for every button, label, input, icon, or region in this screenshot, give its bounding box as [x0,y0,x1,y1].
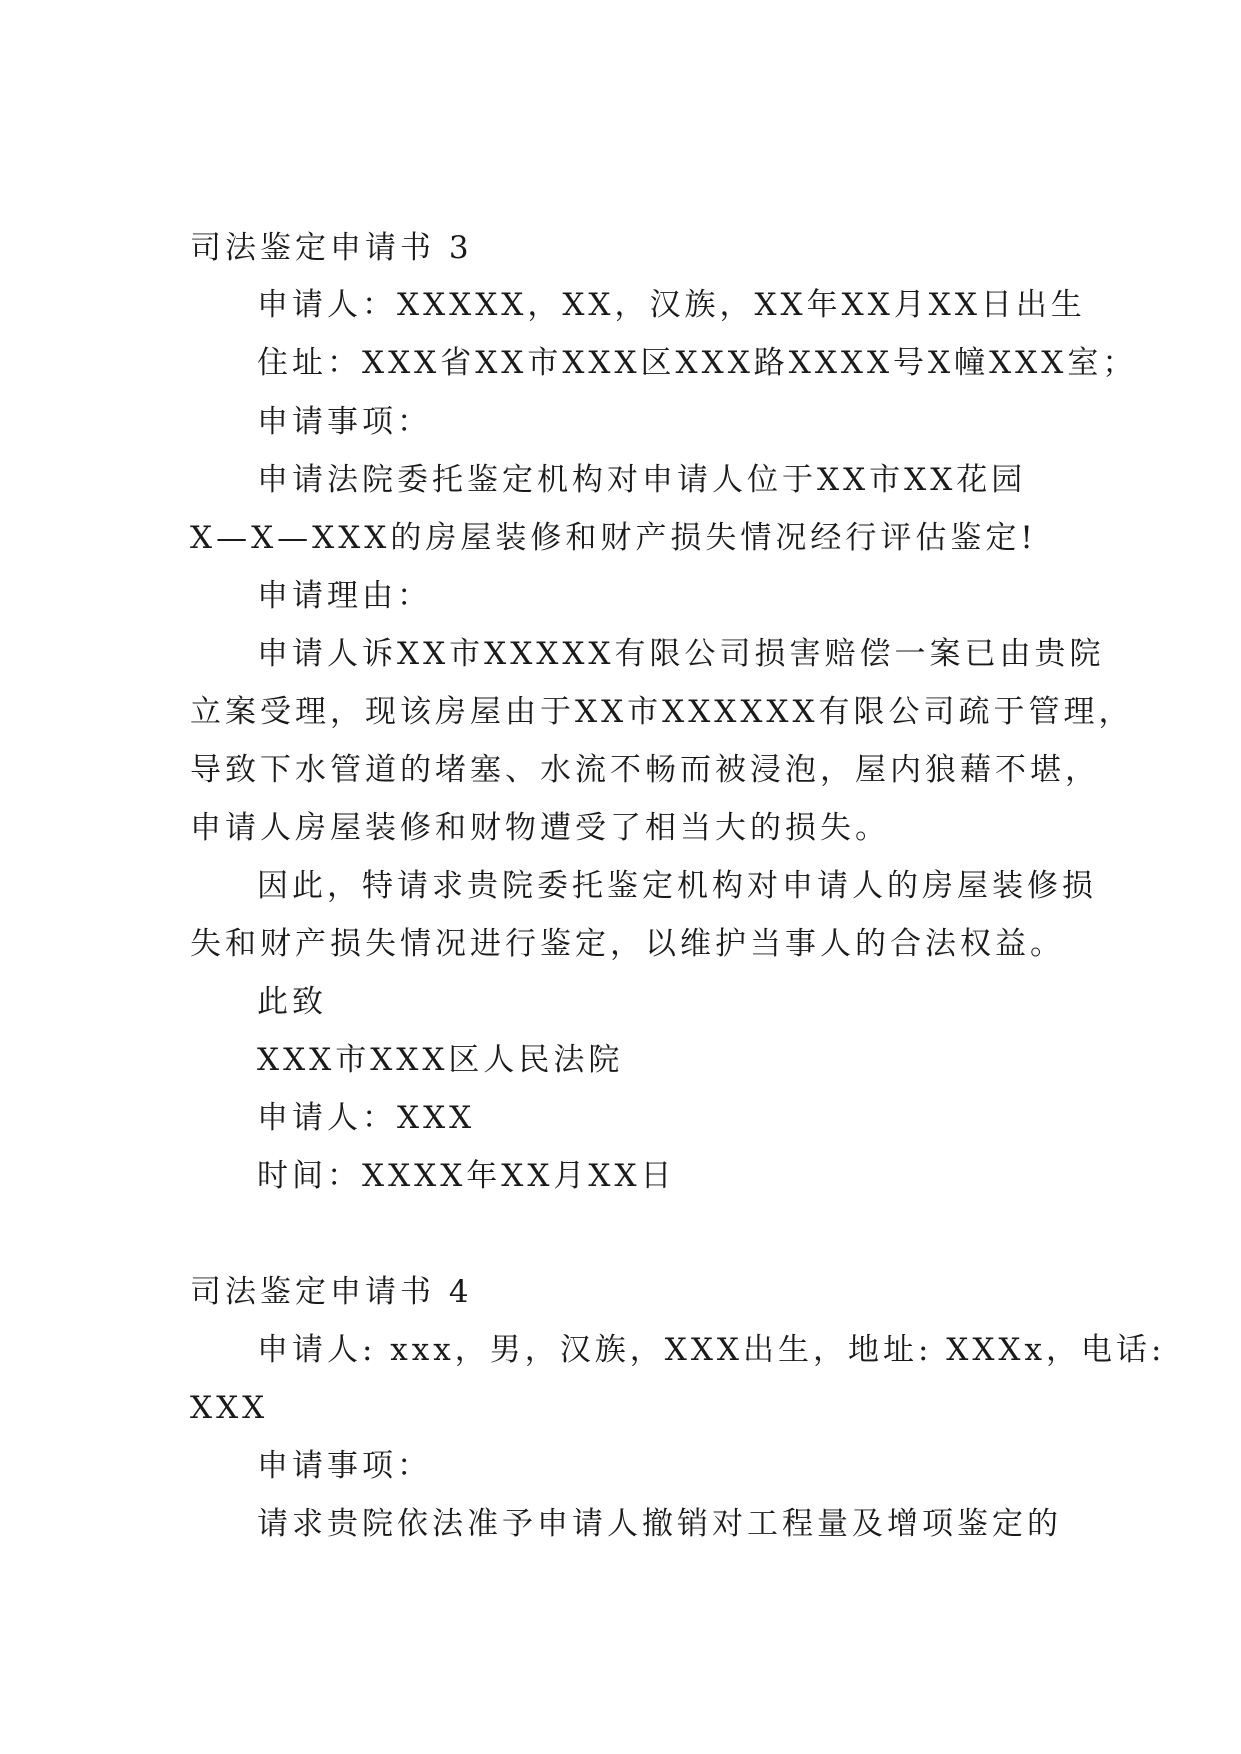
signer-line: 申请人：XXX [257,1100,476,1136]
matters-heading: 申请事项： [257,404,432,440]
therefore-paragraph-line: 失和财产损失情况进行鉴定，以维护当事人的合法权益。 [190,926,1065,962]
address-line: 住址：XXX省XX市XXX区XXX路XXXX号X幢XXX室； [257,345,1138,381]
matters-paragraph-line: X—X—XXX的房屋装修和财产损失情况经行评估鉴定! [190,520,1037,556]
reasons-paragraph-line: 立案受理，现该房屋由于XX市XXXXXX有限公司疏于管理， [190,694,1134,730]
court-name: XXX市XXX区人民法院 [257,1042,624,1078]
salutation: 此致 [257,984,327,1020]
applicant-info: 申请人：XXXXX，XX，汉族，XX年XX月XX日出生 [257,287,1086,323]
matters-paragraph-line: 申请法院委托鉴定机构对申请人位于XX市XX花园 [257,462,1027,498]
reasons-paragraph-line: 申请人房屋装修和财物遭受了相当大的损失。 [190,810,890,846]
applicant-info: 申请人: xxx，男，汉族，XXX出生，地址: XXXx，电话: [257,1332,1166,1368]
section-3-title: 司法鉴定申请书 3 [190,230,473,266]
date-line: 时间：XXXX年XX月XX日 [257,1158,676,1194]
reasons-heading: 申请理由： [257,578,432,614]
matters-paragraph-line: 请求贵院依法准予申请人撤销对工程量及增项鉴定的 [257,1506,1062,1542]
reasons-paragraph-line: 导致下水管道的堵塞、水流不畅而被浸泡，屋内狼藉不堪， [190,752,1100,788]
section-4-title: 司法鉴定申请书 4 [190,1274,473,1310]
applicant-info-continued: XXX [190,1390,269,1426]
reasons-paragraph-line: 申请人诉XX市XXXXX有限公司损害赔偿一案已由贵院 [257,636,1105,672]
therefore-paragraph-line: 因此，特请求贵院委托鉴定机构对申请人的房屋装修损 [257,868,1097,904]
matters-heading: 申请事项： [257,1448,432,1484]
